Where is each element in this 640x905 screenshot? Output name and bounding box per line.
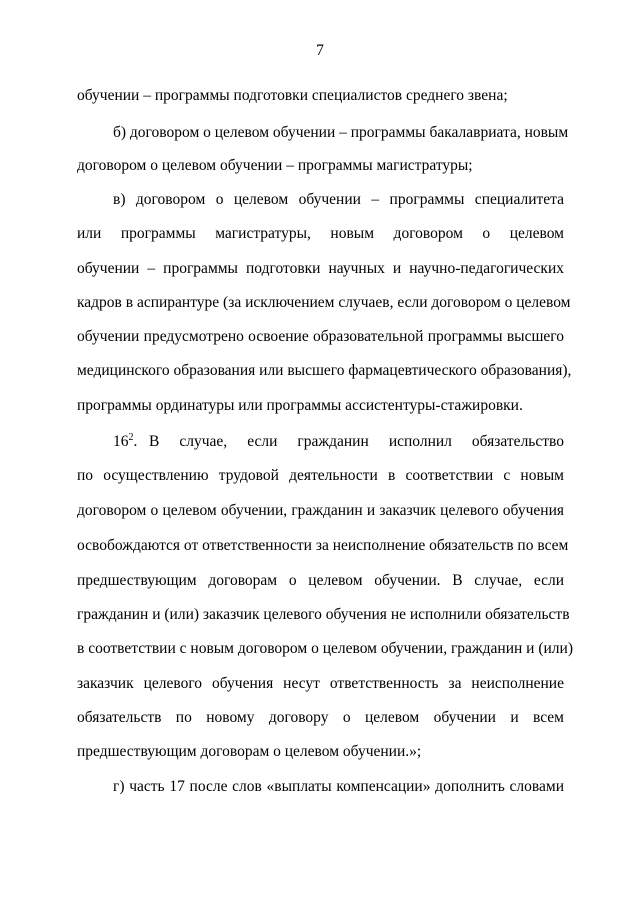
text-line: кадров в аспирантуре (за исключением случаев, если договором о целевом — [77, 294, 571, 311]
text-line: договором о целевом обучении – программы магистратуры; — [77, 157, 473, 174]
text-line: в) договором о целевом обучении – программы специалитета — [113, 191, 564, 208]
text-line: или программы магистратуры, новым договором о целевом — [77, 225, 564, 242]
text-line: В случае, если гражданин исполнил обязательство — [149, 433, 564, 450]
text-line: гражданин и (или) заказчик целевого обучения не исполнили обязательств — [77, 606, 570, 623]
text-line: по осуществлению трудовой деятельности в соответствии с новым — [77, 467, 564, 484]
text-line: медицинского образования или высшего фармацевтического образования), — [77, 362, 572, 379]
text-line: заказчик целевого обучения несут ответственность за неисполнение — [77, 675, 564, 692]
text-line: б) договором о целевом обучении – программы бакалавриата, новым — [113, 124, 569, 141]
text-line: обязательств по новому договору о целевом обучении и всем — [77, 709, 564, 726]
text-line: договором о целевом обучении, гражданин и заказчик целевого обучения — [77, 502, 564, 519]
text-line: освобождаются от ответственности за неисполнение обязательств по всем — [77, 537, 569, 554]
text-line: обучении предусмотрено освоение образовательной программы высшего — [77, 328, 564, 345]
text-line: предшествующим договорам о целевом обучении. В случае, если — [77, 572, 564, 589]
text-line: в соответствии с новым договором о целевом обучении, гражданин и (или) — [77, 640, 573, 657]
clause-number: $16^2$. — [113, 432, 138, 450]
text-line: обучении – программы подготовки научных и научно-педагогических — [77, 260, 564, 277]
text-line: предшествующим договорам о целевом обучении.»; — [77, 743, 422, 760]
text-line: программы ординатуры или программы ассистентуры-стажировки. — [77, 397, 523, 414]
text-line: г) часть 17 после слов «выплаты компенсации» дополнить словами — [113, 778, 564, 795]
page-number: 7 — [316, 42, 324, 59]
clause-superscript: 2 — [128, 432, 134, 443]
text-line: обучении – программы подготовки специалистов среднего звена; — [77, 87, 508, 104]
